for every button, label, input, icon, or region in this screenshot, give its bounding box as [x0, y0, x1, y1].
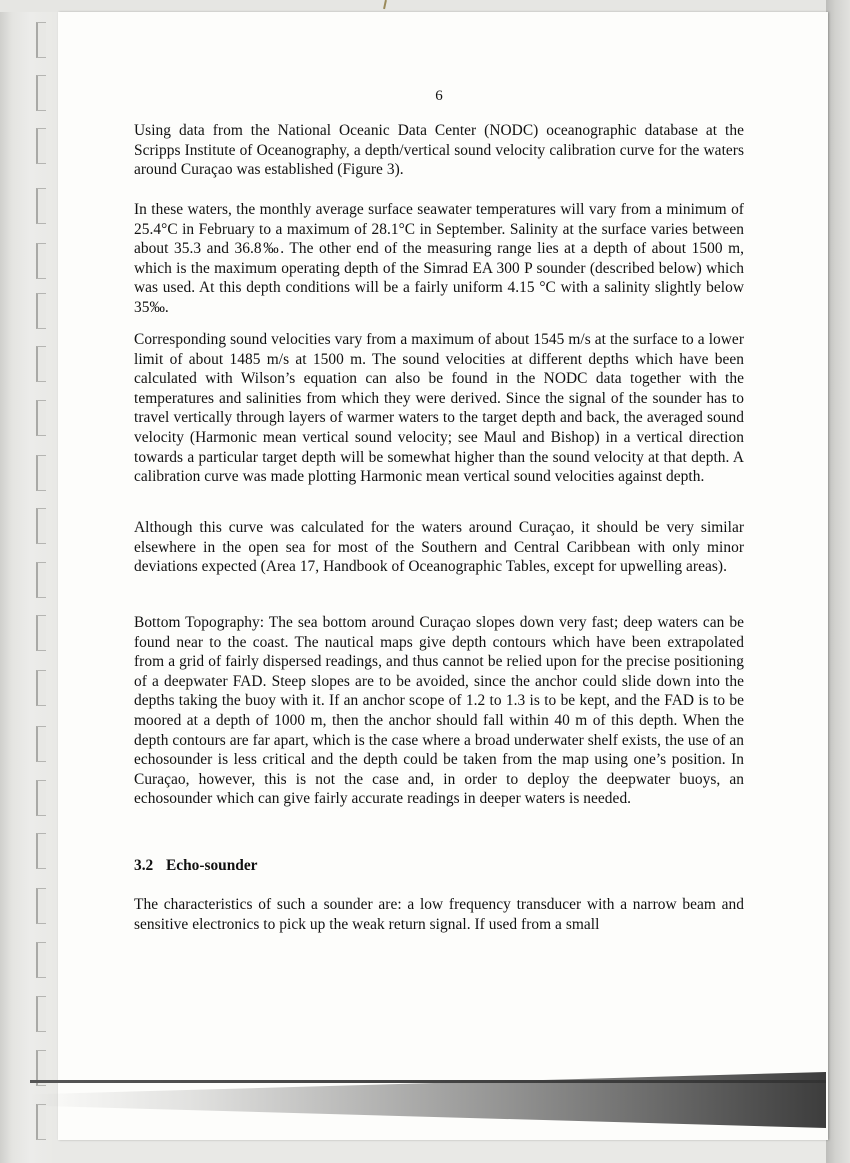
paragraph-bottom-topography: Bottom Topography: The sea bottom around Curaçao slopes down very fast; deep waters can be found near to the coast. The nautical maps give depth contours which have been extrapolated from a grid of fairly dispersed readings, and thus cannot be relied upon for the precise positioning of a deepwater FAD. Steep slopes are to be avoided, since the anchor could slide down into the depths taking the buoy with it. If an anchor scope of 1.2 to 1.3 is to be kept, and the FAD is to be moored at a depth of 1000 m, then the anchor should fall within 40 m of this depth. When the depth contours are far apart, which is the case where a broad underwater shelf exists, the use of an echosounder is less critical and the depth could be taken from the map using one’s position. In Curaçao, however, this is not the case and, in order to deploy the deepwater buoys, an echosounder which can give fairly accurate readings in deeper waters is needed.	[134, 614, 744, 808]
binding-hole	[36, 615, 46, 651]
paragraph-caribbean: Although this curve was calculated for the waters around Curaçao, it should be very similar elsewhere in the open sea for most of the Southern and Central Caribbean with only minor deviations expected (Area 17, Handbook of Oceanographic Tables, except for upwelling areas).	[134, 519, 744, 576]
binding-hole	[36, 726, 46, 762]
binding-hole	[36, 400, 46, 436]
binding-hole	[36, 670, 46, 706]
binding-hole	[36, 75, 46, 111]
binding-hole	[36, 996, 46, 1032]
section-title: Echo-sounder	[166, 857, 258, 874]
binding-hole	[36, 1104, 46, 1140]
binding-hole	[36, 346, 46, 382]
binding-hole	[36, 942, 46, 978]
binding-hole	[36, 508, 46, 544]
section-number: 3.2	[134, 857, 154, 874]
section-heading	[134, 857, 258, 875]
binding-hole	[36, 243, 46, 279]
paragraph-sounder-characteristics: The characteristics of such a sounder are: a low frequency transducer with a narrow beam and sensitive electronics to pick up the weak return signal. If used from a small	[134, 896, 744, 933]
binding-hole	[36, 833, 46, 869]
binding-hole	[36, 128, 46, 164]
binding-hole	[36, 293, 46, 329]
scan-fold-line	[30, 1080, 826, 1083]
scan-right-edge	[826, 0, 850, 1163]
paragraph-sound-velocities: Corresponding sound velocities vary from a maximum of about 1545 m/s at the surface to a lower limit of about 1485 m/s at 1500 m. The sound velocities at different depths which have been calculated with Wilson’s equation can also be found in the NODC data together with the temperatures and salinities from which they were derived. Since the signal of the sounder has to travel vertically through layers of warmer waters to the target depth and back, the averaged sound velocity (Harmonic mean vertical sound velocity; see Maul and Bishop) in a vertical direction towards a particular target depth will be somewhat higher than the sound velocity at that depth. A calibration curve was made plotting Harmonic mean vertical sound velocities against depth.	[134, 331, 744, 486]
scan-top-edge	[0, 0, 850, 12]
binding-hole	[36, 188, 46, 224]
binding-holes	[36, 0, 50, 1163]
binding-hole	[36, 22, 46, 58]
binding-hole	[36, 780, 46, 816]
page-number: 6	[435, 88, 443, 104]
paragraph-nodc-data: Using data from the National Oceanic Data Center (NODC) oceanographic database at the Scripps Institute of Oceanography, a depth/vertical sound velocity calibration curve for the waters around Curaçao was established (Figure 3).	[134, 122, 744, 179]
binding-hole	[36, 455, 46, 491]
binding-hole	[36, 562, 46, 598]
paragraph-temperatures: In these waters, the monthly average surface seawater temperatures will vary from a minimum of 25.4°C in February to a maximum of 28.1°C in September. Salinity at the surface varies between about 35.3 and 36.8‰. The other end of the measuring range lies at a depth of about 1500 m, which is the maximum operating depth of the Simrad EA 300 P sounder (described below) which was used. At this depth conditions will be a fairly uniform 4.15 °C with a salinity slightly below 35‰.	[134, 201, 744, 316]
binding-hole	[36, 888, 46, 924]
